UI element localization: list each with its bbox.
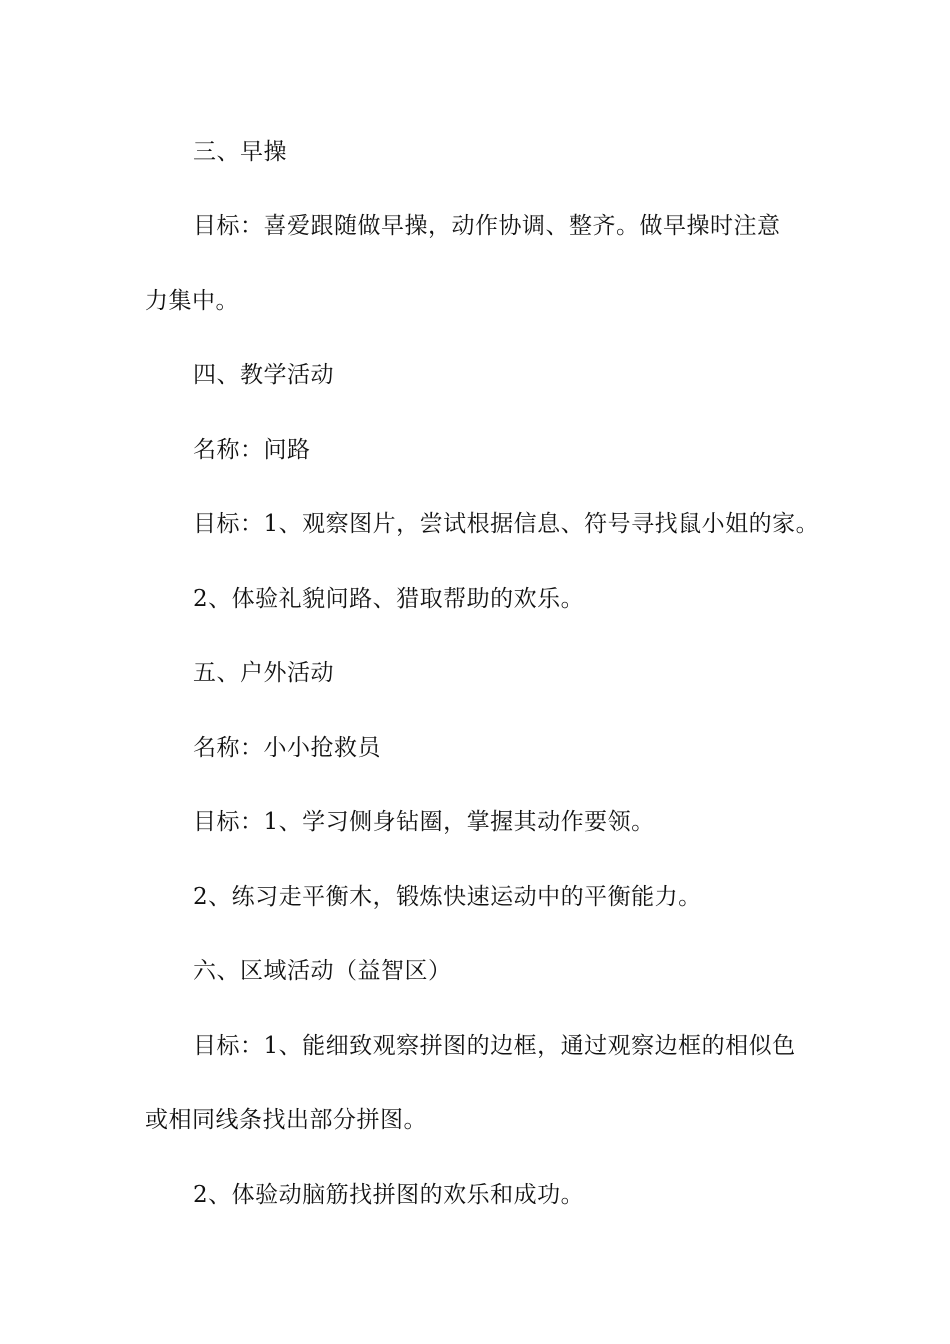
heading-teaching-activity: 四、教学活动: [193, 362, 334, 388]
paragraph-line: 目标：1、能细致观察拼图的边框，通过观察边框的相似色: [193, 1033, 796, 1059]
paragraph-line: 目标：1、学习侧身钻圈，掌握其动作要领。: [193, 809, 655, 835]
paragraph-line: 名称：小小抢救员: [193, 735, 381, 761]
heading-area-activity: 六、区域活动（益智区）: [193, 958, 452, 984]
paragraph-line: 力集中。: [145, 288, 239, 314]
paragraph-line: 或相同线条找出部分拼图。: [145, 1107, 427, 1133]
paragraph-line: 目标：喜爱跟随做早操，动作协调、整齐。做早操时注意: [193, 213, 781, 239]
paragraph-line: 目标：1、观察图片，尝试根据信息、符号寻找鼠小姐的家。: [193, 511, 820, 537]
heading-outdoor-activity: 五、户外活动: [193, 660, 334, 686]
paragraph-line: 2、体验礼貌问路、猎取帮助的欢乐。: [193, 586, 585, 612]
paragraph-line: 名称：问路: [193, 437, 311, 463]
paragraph-line: 2、练习走平衡木，锻炼快速运动中的平衡能力。: [193, 884, 702, 910]
heading-morning-exercise: 三、早操: [193, 139, 287, 165]
paragraph-line: 2、体验动脑筋找拼图的欢乐和成功。: [193, 1182, 585, 1208]
